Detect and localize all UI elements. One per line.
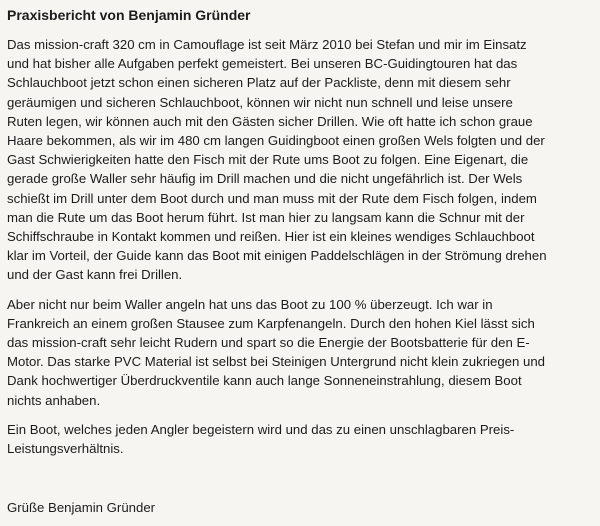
text-line: klar im Vorteil, der Guide kann das Boot mit einigen Paddelschlägen in der Strömung drehen [7, 248, 547, 264]
text-line: Schiffschraube in Kontakt kommen und reißen. Hier ist ein kleines wendiges Schlauchboot [7, 229, 535, 245]
text-line: man die Rute um das Boot herum führt. Ist man hier zu langsam kann die Schnur mit der [7, 209, 525, 225]
text-line: Aber nicht nur beim Waller angeln hat uns das Boot zu 100 % überzeugt. Ich war in [7, 296, 493, 312]
text-line: gerade große Waller sehr häufig im Drill machen und die nicht ungefährlich ist. Der Wels [7, 171, 523, 187]
paragraph-3 [7, 420, 593, 458]
text-line: Leistungsverhältnis. [7, 441, 124, 457]
text-line: und der Gast kann frei Drillen. [7, 267, 183, 283]
paragraph-2 [7, 295, 593, 410]
text-line: nichts anhaben. [7, 392, 101, 408]
text-line: und hat bisher alle Aufgaben perfekt gemeistert. Bei unseren BC-Guidingtouren hat das [7, 56, 518, 72]
text-line: schießt im Drill unter dem Boot durch und man muss mit der Rute dem Fisch folgen, indem [7, 190, 537, 206]
text-line: Schlauchboot jetzt schon einen sicheren Platz auf der Packliste, denn mit diesem sehr [7, 75, 511, 91]
text-line: Das mission-craft 320 cm in Camouflage ist seit März 2010 bei Stefan und mir im Einsatz [7, 37, 527, 52]
text-line: Ruten legen, wir können auch mit den Gästen sicher Drillen. Wie oft hatte ich schon graue [7, 113, 533, 129]
text-line: Motor. Das starke PVC Material ist selbst bei Steinigen Untergrund nicht klein zukriegen und [7, 354, 546, 370]
text-line: Ein Boot, welches jeden Angler begeistern wird und das zu einen unschlagbaren Preis- [7, 421, 515, 437]
text-line: Dank hochwertiger Überdruckventile kann auch lange Sonneneinstrahlung, diesem Boot [7, 373, 522, 389]
text-line: Gast Schwierigkeiten hatte den Fisch mit der Rute ums Boot zu folgen. Eine Eigenart, die [7, 152, 529, 168]
text-line: Frankreich an einem großen Stausee zum Karpfenangeln. Durch den hohen Kiel lässt sich [7, 315, 535, 331]
document-title: Praxisbericht von Benjamin Gründer [7, 7, 251, 23]
text-line: geräumigen und sicheren Schlauchboot, können wir nicht nun schnell und leise unsere [7, 94, 513, 110]
paragraph-1 [7, 35, 593, 285]
text-line: das mission-craft sehr leicht Rudern und spart so die Energie der Bootsbatterie für den E- [7, 335, 530, 351]
signature: Grüße Benjamin Gründer [7, 500, 156, 515]
text-line: Haare bekommen, als wir im 480 cm langen Guidingboot einen großen Wels folgten und der [7, 133, 545, 149]
